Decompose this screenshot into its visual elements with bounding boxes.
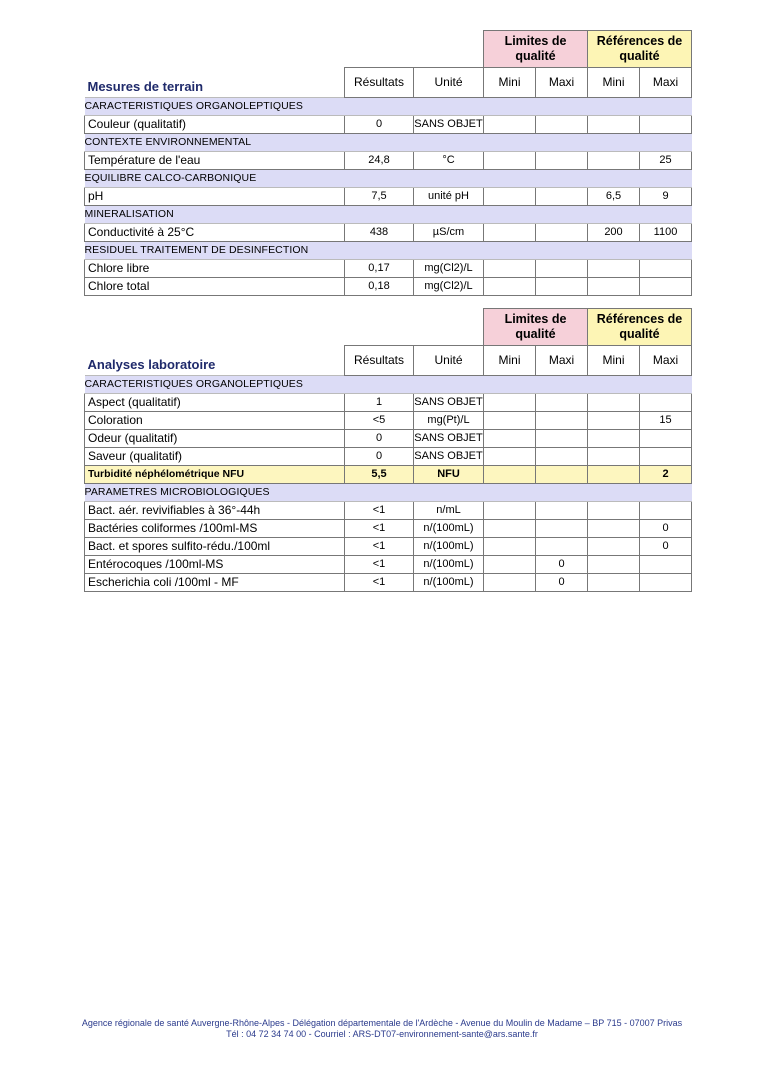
- limites-mini-header: Mini: [484, 346, 536, 376]
- limit-min-value: [484, 277, 536, 295]
- parameter-name: Aspect (qualitatif): [85, 393, 345, 411]
- parameter-name: Bact. et spores sulfito-rédu./100ml: [85, 537, 345, 555]
- category-label: PARAMETRES MICROBIOLOGIQUES: [85, 483, 692, 501]
- unit-value: n/(100mL): [414, 555, 484, 573]
- reference-max-value: 0: [640, 519, 692, 537]
- unit-value: SANS OBJET: [414, 447, 484, 465]
- reference-min-value: [588, 115, 640, 133]
- result-value: 0,17: [345, 259, 414, 277]
- reference-min-value: [588, 259, 640, 277]
- terrain-table: [84, 30, 692, 296]
- parameter-name: pH: [85, 187, 345, 205]
- limit-min-value: [484, 573, 536, 591]
- reference-min-value: [588, 501, 640, 519]
- terrain-column-headers: [85, 68, 692, 98]
- limit-min-value: [484, 187, 536, 205]
- result-value: <5: [345, 411, 414, 429]
- category-label: CARACTERISTIQUES ORGANOLEPTIQUES: [85, 97, 692, 115]
- references-mini-header: Mini: [588, 68, 640, 98]
- limites-mini-header: Mini: [484, 68, 536, 98]
- parameter-name: Turbidité néphélométrique NFU: [85, 465, 345, 483]
- terrain-header-group: [85, 31, 692, 68]
- reference-min-value: [588, 411, 640, 429]
- unit-value: mg(Cl2)/L: [414, 277, 484, 295]
- parameter-name: Chlore libre: [85, 259, 345, 277]
- limit-max-value: [536, 501, 588, 519]
- unite-header: Unité: [414, 68, 484, 98]
- reference-min-value: [588, 555, 640, 573]
- resultats-header: Résultats: [345, 346, 414, 376]
- reference-min-value: 6,5: [588, 187, 640, 205]
- result-value: 24,8: [345, 151, 414, 169]
- category-label: CARACTERISTIQUES ORGANOLEPTIQUES: [85, 375, 692, 393]
- limit-max-value: [536, 447, 588, 465]
- reference-max-value: [640, 277, 692, 295]
- limit-max-value: [536, 465, 588, 483]
- result-value: 5,5: [345, 465, 414, 483]
- unit-value: n/mL: [414, 501, 484, 519]
- labo-table: [84, 308, 692, 592]
- category-row: [85, 169, 692, 187]
- reference-min-value: [588, 277, 640, 295]
- result-value: <1: [345, 555, 414, 573]
- parameter-name: Odeur (qualitatif): [85, 429, 345, 447]
- reference-max-value: [640, 429, 692, 447]
- limit-min-value: [484, 411, 536, 429]
- reference-max-value: 9: [640, 187, 692, 205]
- unit-value: µS/cm: [414, 223, 484, 241]
- limit-min-value: [484, 537, 536, 555]
- result-value: 438: [345, 223, 414, 241]
- category-row: [85, 241, 692, 259]
- reference-max-value: 2: [640, 465, 692, 483]
- table-row: [85, 223, 692, 241]
- limit-min-value: [484, 519, 536, 537]
- limit-min-value: [484, 465, 536, 483]
- reference-max-value: 1100: [640, 223, 692, 241]
- limit-min-value: [484, 393, 536, 411]
- reference-min-value: [588, 537, 640, 555]
- table-row: [85, 115, 692, 133]
- limites-maxi-header: Maxi: [536, 346, 588, 376]
- table-row: [85, 259, 692, 277]
- parameter-name: Bactéries coliformes /100ml-MS: [85, 519, 345, 537]
- unite-header: Unité: [414, 346, 484, 376]
- limit-max-value: [536, 519, 588, 537]
- parameter-name: Couleur (qualitatif): [85, 115, 345, 133]
- result-value: <1: [345, 519, 414, 537]
- result-value: 7,5: [345, 187, 414, 205]
- category-label: RESIDUEL TRAITEMENT DE DESINFECTION: [85, 241, 692, 259]
- footer-address: Agence régionale de santé Auvergne-Rhône-Alpes - Délégation départementale de l'Ardèche - Avenue du Moulin de Madame – BP 715 - 07007 Privas: [81, 1018, 683, 1028]
- limit-min-value: [484, 501, 536, 519]
- table-row: [85, 519, 692, 537]
- limites-header: Limites de qualité: [484, 31, 588, 68]
- limit-min-value: [484, 223, 536, 241]
- limit-max-value: [536, 537, 588, 555]
- table-row: [85, 411, 692, 429]
- result-value: <1: [345, 501, 414, 519]
- limit-min-value: [484, 447, 536, 465]
- table-row: [85, 277, 692, 295]
- category-row: [85, 97, 692, 115]
- unit-value: n/(100mL): [414, 573, 484, 591]
- unit-value: SANS OBJET: [414, 393, 484, 411]
- result-value: 0: [345, 429, 414, 447]
- references-maxi-header: Maxi: [640, 68, 692, 98]
- table-row: [85, 537, 692, 555]
- result-value: <1: [345, 537, 414, 555]
- references-mini-header: Mini: [588, 346, 640, 376]
- result-value: 0,18: [345, 277, 414, 295]
- references-header: Références de qualité: [588, 309, 692, 346]
- parameter-name: Température de l'eau: [85, 151, 345, 169]
- unit-value: NFU: [414, 465, 484, 483]
- parameter-name: Entérocoques /100ml-MS: [85, 555, 345, 573]
- reference-max-value: [640, 573, 692, 591]
- unit-value: unité pH: [414, 187, 484, 205]
- footer-contact: Tél : 04 72 34 74 00 - Courriel : ARS-DT07-environnement-sante@ars.sante.fr: [226, 1029, 538, 1039]
- category-label: EQUILIBRE CALCO-CARBONIQUE: [85, 169, 692, 187]
- table-row: [85, 393, 692, 411]
- limit-max-value: [536, 115, 588, 133]
- table-row: [85, 447, 692, 465]
- parameter-name: Saveur (qualitatif): [85, 447, 345, 465]
- unit-value: mg(Pt)/L: [414, 411, 484, 429]
- reference-min-value: [588, 519, 640, 537]
- limit-max-value: [536, 411, 588, 429]
- table-row: [85, 465, 692, 483]
- unit-value: mg(Cl2)/L: [414, 259, 484, 277]
- unit-value: SANS OBJET: [414, 429, 484, 447]
- reference-min-value: 200: [588, 223, 640, 241]
- reference-max-value: [640, 259, 692, 277]
- limites-header: Limites de qualité: [484, 309, 588, 346]
- reference-min-value: [588, 573, 640, 591]
- reference-min-value: [588, 151, 640, 169]
- category-row: [85, 483, 692, 501]
- parameter-name: Coloration: [85, 411, 345, 429]
- limit-max-value: [536, 277, 588, 295]
- resultats-header: Résultats: [345, 68, 414, 98]
- labo-section-title: Analyses laboratoire: [87, 356, 216, 372]
- reference-max-value: 15: [640, 411, 692, 429]
- limit-max-value: [536, 259, 588, 277]
- category-label: CONTEXTE ENVIRONNEMENTAL: [85, 133, 692, 151]
- limit-max-value: 0: [536, 555, 588, 573]
- reference-min-value: [588, 393, 640, 411]
- table-row: [85, 187, 692, 205]
- category-label: MINERALISATION: [85, 205, 692, 223]
- table-row: [85, 573, 692, 591]
- reference-min-value: [588, 465, 640, 483]
- parameter-name: Conductivité à 25°C: [85, 223, 345, 241]
- limit-max-value: [536, 187, 588, 205]
- table-row: [85, 151, 692, 169]
- reference-max-value: 0: [640, 537, 692, 555]
- category-row: [85, 375, 692, 393]
- parameter-name: Chlore total: [85, 277, 345, 295]
- category-row: [85, 133, 692, 151]
- limites-maxi-header: Maxi: [536, 68, 588, 98]
- limit-max-value: [536, 151, 588, 169]
- references-maxi-header: Maxi: [640, 346, 692, 376]
- limit-min-value: [484, 429, 536, 447]
- result-value: 0: [345, 447, 414, 465]
- labo-header-group: [85, 309, 692, 346]
- limit-min-value: [484, 151, 536, 169]
- labo-column-headers: [85, 346, 692, 376]
- table-row: [85, 501, 692, 519]
- limit-min-value: [484, 115, 536, 133]
- limit-min-value: [484, 555, 536, 573]
- unit-value: n/(100mL): [414, 537, 484, 555]
- result-value: 1: [345, 393, 414, 411]
- limit-max-value: [536, 429, 588, 447]
- references-header: Références de qualité: [588, 31, 692, 68]
- limit-max-value: 0: [536, 573, 588, 591]
- reference-max-value: [640, 447, 692, 465]
- unit-value: °C: [414, 151, 484, 169]
- table-row: [85, 555, 692, 573]
- reference-max-value: [640, 393, 692, 411]
- unit-value: SANS OBJET: [414, 115, 484, 133]
- result-value: 0: [345, 115, 414, 133]
- category-row: [85, 205, 692, 223]
- reference-max-value: [640, 501, 692, 519]
- unit-value: n/(100mL): [414, 519, 484, 537]
- reference-max-value: 25: [640, 151, 692, 169]
- reference-min-value: [588, 447, 640, 465]
- page-footer: [0, 1018, 764, 1040]
- reference-min-value: [588, 429, 640, 447]
- limit-max-value: [536, 223, 588, 241]
- limit-min-value: [484, 259, 536, 277]
- parameter-name: Bact. aér. revivifiables à 36°-44h: [85, 501, 345, 519]
- reference-max-value: [640, 555, 692, 573]
- table-row: [85, 429, 692, 447]
- parameter-name: Escherichia coli /100ml - MF: [85, 573, 345, 591]
- reference-max-value: [640, 115, 692, 133]
- result-value: <1: [345, 573, 414, 591]
- limit-max-value: [536, 393, 588, 411]
- terrain-section-title: Mesures de terrain: [87, 78, 204, 94]
